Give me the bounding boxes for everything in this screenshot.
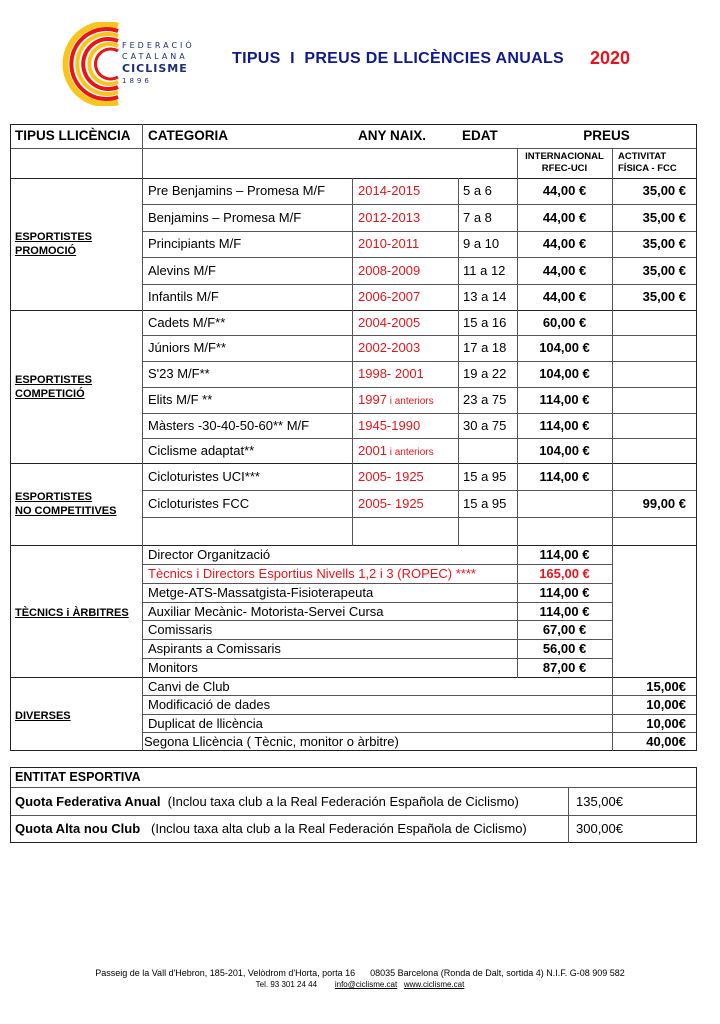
footer-email-link[interactable]: info@ciclisme.cat — [334, 980, 398, 989]
grid-line — [142, 695, 697, 696]
grid-line — [142, 361, 697, 362]
footer-city: 08035 Barcelona (Ronda de Dalt, sortida 4) N.I.F. G-08 909 582 — [370, 968, 625, 978]
grid-line — [612, 148, 613, 179]
birth-year: 2012-2013 — [358, 209, 421, 225]
grid-line — [142, 583, 613, 584]
grid-line — [142, 602, 613, 603]
category-name: Cadets M/F** — [148, 314, 226, 330]
age-range: 11 a 12 — [463, 262, 506, 278]
age-range: 13 a 14 — [463, 289, 507, 304]
birth-year: 2014-2015 — [358, 183, 421, 198]
price-internacional: 87,00 € — [542, 660, 587, 676]
birth-year: 2008-2009 — [358, 262, 421, 278]
grid-line — [142, 620, 613, 621]
category-name: Alevins M/F — [148, 262, 216, 278]
price-activitat: 40,00€ — [646, 733, 686, 749]
grid-line — [142, 490, 697, 491]
category-name: Benjamins – Promesa M/F — [148, 209, 302, 225]
logo-line4: 1896 — [122, 77, 152, 85]
price-activitat: 35,00 € — [642, 209, 686, 225]
logo-line1: FEDERACIÓ — [122, 41, 195, 50]
price-internacional: 44,00 € — [542, 209, 587, 225]
grid-line — [142, 564, 613, 565]
price-activitat: 35,00 € — [642, 289, 686, 304]
grid-line — [352, 463, 353, 546]
grid-line — [142, 335, 697, 336]
group-label: PROMOCIÓ — [15, 245, 77, 257]
birth-year-value: 2001 — [358, 442, 387, 458]
footer-tel: Tel. 93 301 24 44 — [255, 980, 318, 989]
group-label: ESPORTISTES — [15, 231, 93, 243]
column-header-categoria: CATEGORIA — [148, 128, 228, 143]
price-internacional: 104,00 € — [539, 340, 590, 355]
price-activitat: 15,00€ — [646, 679, 686, 694]
grid-line — [142, 658, 613, 659]
birth-year-value: 1997 — [358, 392, 387, 407]
grid-line — [142, 178, 143, 311]
group-label: TÈCNICS i ÀRBITRES — [15, 607, 129, 619]
category-name: Segona Llicència ( Tècnic, monitor o àrbitre) — [144, 733, 399, 749]
grid-line — [10, 545, 697, 546]
age-range: 5 a 6 — [463, 183, 492, 198]
grid-line — [10, 463, 697, 464]
entitat-row-price: 135,00€ — [576, 794, 623, 809]
grid-line — [142, 231, 697, 232]
grid-line — [142, 124, 143, 179]
price-internacional: 44,00 € — [542, 262, 587, 278]
age-range: 30 a 75 — [463, 417, 507, 433]
birth-year — [358, 393, 434, 407]
age-range: 19 a 22 — [463, 366, 507, 381]
price-internacional: 114,00 € — [539, 584, 590, 600]
age-range: 17 a 18 — [463, 340, 507, 355]
price-activitat: 35,00 € — [642, 262, 686, 278]
entitat-row — [15, 822, 527, 835]
birth-year: 1945-1990 — [358, 417, 421, 433]
grid-line — [10, 310, 697, 311]
column-header-tipus: TIPUS LLICÈNCIA — [15, 128, 131, 143]
column-header-any-naixement: ANY NAIX. — [358, 128, 427, 143]
group-label: DIVERSES — [15, 709, 71, 722]
category-name: Pre Benjamins – Promesa M/F — [148, 183, 326, 198]
footer-address-line — [0, 968, 720, 978]
price-internacional: 114,00 € — [539, 603, 590, 619]
price-internacional: 114,00 € — [539, 547, 590, 562]
logo-arcs-icon — [58, 22, 122, 106]
category-name: Infantils M/F — [148, 289, 219, 304]
entitat-row-label: Quota Federativa Anual — [15, 794, 161, 809]
grid-line — [10, 677, 697, 678]
price-internacional: 67,00 € — [542, 622, 587, 638]
grid-line — [142, 204, 697, 205]
grid-line — [142, 639, 613, 640]
category-name: Elits M/F ** — [148, 392, 213, 407]
footer-address: Passeig de la Vall d'Hebron, 185-201, Velòdrom d'Horta, porta 16 — [95, 968, 356, 978]
category-name: Auxiliar Mecànic- Motorista-Servei Cursa — [148, 603, 384, 619]
grid-line — [10, 124, 697, 125]
column-header-activitat: ACTIVITAT — [618, 151, 667, 162]
birth-year: 2005- 1925 — [358, 495, 424, 511]
grid-line — [458, 178, 459, 311]
price-internacional: 114,00 € — [539, 468, 590, 484]
age-range: 23 a 75 — [463, 392, 507, 407]
grid-line — [10, 178, 697, 179]
category-name: Ciclisme adaptat** — [148, 442, 255, 458]
category-name: Aspirants a Comissaris — [148, 641, 281, 657]
price-activitat: 10,00€ — [646, 715, 686, 731]
grid-line — [696, 124, 697, 751]
price-internacional: 114,00 € — [539, 392, 590, 407]
price-internacional: 104,00 € — [539, 366, 590, 381]
grid-line — [142, 517, 697, 518]
price-internacional: 165,00 € — [539, 565, 590, 581]
price-activitat: 10,00€ — [646, 697, 686, 713]
category-name: Cicloturistes FCC — [148, 495, 250, 511]
price-internacional: 56,00 € — [542, 641, 587, 657]
grid-line — [142, 732, 697, 733]
price-internacional: 44,00 € — [542, 236, 587, 251]
price-internacional: 44,00 € — [542, 289, 587, 304]
price-activitat: 35,00 € — [642, 236, 686, 251]
category-name: Màsters -30-40-50-60** M/F — [148, 417, 310, 433]
entitat-row-price: 300,00€ — [576, 821, 623, 836]
category-name: Director Organització — [148, 547, 271, 562]
birth-year: 2005- 1925 — [358, 468, 424, 484]
category-name: Metge-ATS-Massatgista-Fisioterapeuta — [148, 584, 374, 600]
birth-year-suffix: i anteriors — [386, 446, 434, 458]
grid-line — [10, 148, 697, 149]
category-name: Cicloturistes UCI*** — [148, 468, 260, 484]
group-label: COMPETICIÓ — [15, 387, 85, 400]
grid-line — [10, 124, 11, 751]
category-name: Comissaris — [148, 622, 213, 638]
grid-line — [142, 413, 697, 414]
group-label: ESPORTISTES — [15, 491, 93, 503]
footer-web-link[interactable]: www.ciclisme.cat — [403, 980, 465, 989]
grid-line — [142, 257, 697, 258]
logo-line3: CICLISME — [122, 62, 188, 75]
entitat-row-label: Quota Alta nou Club — [15, 821, 141, 836]
group-label: ESPORTISTES — [15, 373, 93, 386]
birth-year: 2004-2005 — [358, 314, 421, 330]
page-title: TIPUS I PREUS DE LLICÈNCIES ANUALS — [232, 50, 565, 67]
age-range: 7 a 8 — [463, 209, 492, 225]
footer-contact-line — [0, 980, 720, 989]
price-internacional: 104,00 € — [539, 442, 590, 458]
age-range: 9 a 10 — [463, 236, 500, 251]
price-activitat: 99,00 € — [642, 495, 686, 511]
grid-line — [517, 148, 518, 179]
price-activitat: 35,00 € — [642, 183, 686, 198]
category-name: Júniors M/F** — [148, 340, 227, 355]
grid-line — [10, 750, 697, 751]
birth-year: 2002-2003 — [358, 340, 421, 355]
category-name: Modificació de dades — [148, 697, 271, 713]
column-header-activitat-sub: FÍSICA - FCC — [618, 163, 677, 174]
entitat-row-note: (Inclou taxa club a la Real Federación Española de Ciclismo) — [167, 794, 519, 809]
birth-year — [358, 444, 434, 458]
birth-year: 1998- 2001 — [358, 366, 424, 381]
age-range: 15 a 95 — [463, 495, 507, 511]
column-header-internacional: INTERNACIONAL — [525, 151, 604, 162]
category-name: Principiants M/F — [148, 236, 242, 251]
birth-year-suffix: i anteriors — [386, 396, 434, 407]
price-internacional: 114,00 € — [539, 417, 590, 433]
category-name: Monitors — [148, 660, 198, 676]
category-name: S'23 M/F** — [148, 366, 210, 381]
grid-line — [142, 714, 697, 715]
grid-line — [142, 438, 697, 439]
column-header-internacional-sub: RFEC-UCI — [541, 163, 588, 174]
age-range: 15 a 95 — [463, 468, 507, 484]
grid-line — [142, 463, 143, 546]
category-name: Duplicat de llicència — [148, 715, 263, 731]
logo-line2: CATALANA — [122, 52, 188, 61]
birth-year: 2010-2011 — [358, 236, 420, 251]
age-range: 15 a 16 — [463, 314, 507, 330]
column-header-edat: EDAT — [462, 128, 498, 143]
price-internacional: 44,00 € — [542, 183, 587, 198]
category-name: Tècnics i Directors Esportius Nivells 1,2 i 3 (ROPEC) **** — [148, 565, 476, 581]
grid-line — [142, 387, 697, 388]
entitat-row — [15, 795, 519, 808]
year: 2020 — [590, 48, 631, 68]
grid-line — [458, 463, 459, 546]
entitat-row-note: (Inclou taxa alta club a la Real Federación Española de Ciclismo) — [151, 821, 527, 836]
grid-line — [352, 178, 353, 311]
grid-line — [142, 284, 697, 285]
group-label: NO COMPETITIVES — [15, 505, 117, 517]
category-name: Canvi de Club — [148, 679, 230, 694]
price-internacional: 60,00 € — [542, 314, 587, 330]
entitat-title: ENTITAT ESPORTIVA — [15, 770, 141, 784]
column-header-preus: PREUS — [583, 128, 630, 143]
birth-year: 2006-2007 — [358, 289, 421, 304]
